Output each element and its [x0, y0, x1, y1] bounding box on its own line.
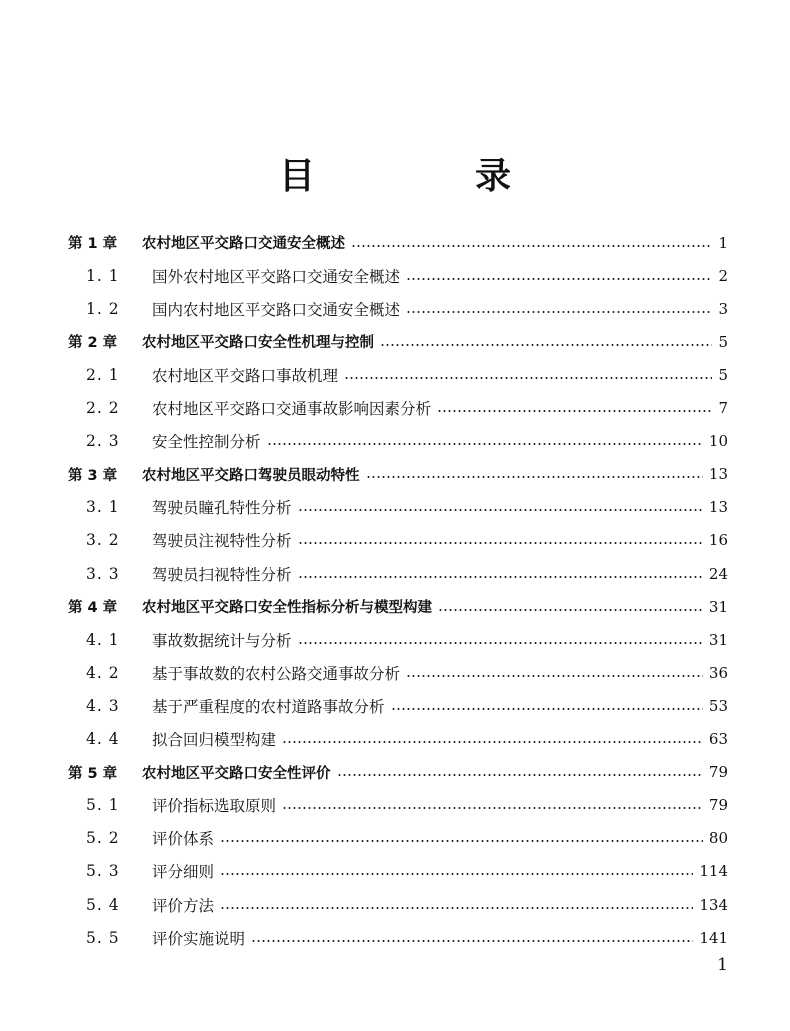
entry-number: 3. 3	[86, 564, 120, 583]
toc-section-entry	[68, 292, 728, 325]
entry-number: 3. 2	[86, 531, 120, 550]
page-number: 1	[717, 955, 728, 975]
toc-section-entry	[68, 392, 728, 425]
entry-page-number: 63	[708, 730, 728, 748]
entry-number: 2. 1	[86, 365, 120, 384]
toc-section-entry	[68, 623, 728, 656]
entry-title: 国外农村地区平交路口交通安全概述	[152, 267, 401, 286]
dot-leader	[220, 873, 693, 875]
entry-number: 4. 1	[86, 630, 120, 649]
dot-leader	[366, 476, 703, 478]
entry-title: 农村地区平交路口交通事故影响因素分析	[152, 400, 432, 418]
toc-section-entry	[68, 855, 728, 888]
dot-leader	[267, 443, 703, 445]
entry-page-number: 79	[708, 796, 728, 815]
entry-number: 2. 2	[86, 399, 120, 417]
entry-title: 评价指标选取原则	[152, 797, 277, 816]
toc-chapter-entry	[68, 756, 728, 789]
entry-page-number: 7	[718, 399, 728, 417]
entry-page-number: 5	[718, 332, 728, 351]
entry-page-number: 80	[708, 829, 728, 848]
toc-section-entry	[68, 888, 728, 921]
entry-page-number: 141	[699, 928, 728, 947]
entry-title: 安全性控制分析	[152, 433, 261, 452]
entry-title: 事故数据统计与分析	[152, 631, 292, 650]
dot-leader	[406, 311, 712, 313]
toc-section-entry	[68, 259, 728, 292]
entry-title: 基于事故数的农村公路交通事故分析	[152, 664, 401, 683]
toc-chapter-entry	[68, 590, 728, 623]
entry-number: 5. 4	[86, 895, 120, 914]
entry-number: 5. 1	[86, 796, 120, 815]
dot-leader	[337, 774, 703, 776]
entry-page-number: 16	[708, 531, 728, 550]
entry-number: 第 4 章	[68, 600, 118, 617]
entry-title: 驾驶员扫视特性分析	[152, 565, 292, 584]
entry-title: 拟合回归模型构建	[152, 731, 277, 749]
toc-section-entry	[68, 822, 728, 855]
entry-number: 第 2 章	[68, 335, 118, 352]
entry-number: 5. 2	[86, 829, 120, 848]
toc-section-entry	[68, 723, 728, 756]
dot-leader	[344, 377, 712, 379]
dot-leader	[220, 840, 703, 842]
toc-section-entry	[68, 689, 728, 722]
dot-leader	[298, 576, 703, 578]
toc-chapter-entry	[68, 458, 728, 491]
dot-leader	[298, 642, 703, 644]
entry-title: 评分细则	[152, 863, 215, 882]
entry-number: 1. 1	[86, 266, 120, 285]
entry-title: 农村地区平交路口驾驶员眼动特性	[142, 467, 360, 484]
dot-leader	[351, 245, 712, 247]
entry-number: 第 3 章	[68, 467, 118, 484]
dot-leader	[391, 708, 703, 710]
entry-page-number: 24	[708, 564, 728, 583]
entry-number: 4. 2	[86, 663, 120, 682]
entry-title: 评价实施说明	[152, 929, 246, 948]
toc-section-entry	[68, 557, 728, 590]
toc-chapter-entry	[68, 325, 728, 358]
entry-number: 第 1 章	[68, 236, 118, 252]
toc-section-entry	[68, 524, 728, 557]
dot-leader	[298, 509, 703, 511]
entry-title: 国内农村地区平交路口交通安全概述	[152, 300, 401, 319]
entry-title: 农村地区平交路口安全性指标分析与模型构建	[142, 600, 432, 617]
entry-title: 基于严重程度的农村道路事故分析	[152, 697, 385, 716]
toc-section-entry	[68, 656, 728, 689]
entry-number: 5. 3	[86, 862, 120, 881]
entry-page-number: 2	[718, 266, 728, 285]
entry-number: 3. 1	[86, 498, 120, 517]
dot-leader	[251, 940, 693, 942]
entry-number: 5. 5	[86, 928, 120, 947]
entry-title: 评价方法	[152, 896, 215, 915]
entry-page-number: 79	[708, 763, 728, 782]
toc-chapter-entry	[68, 226, 728, 259]
toc-section-entry	[68, 358, 728, 391]
dot-leader	[380, 344, 712, 346]
dot-leader	[438, 609, 703, 611]
toc-section-entry	[68, 789, 728, 822]
entry-page-number: 13	[708, 498, 728, 517]
entry-page-number: 10	[708, 432, 728, 451]
entry-title: 农村地区平交路口安全性评价	[142, 765, 331, 782]
dot-leader	[282, 741, 703, 743]
entry-number: 4. 3	[86, 696, 120, 715]
toc-section-entry	[68, 921, 728, 954]
entry-page-number: 5	[718, 365, 728, 384]
toc-section-entry	[68, 491, 728, 524]
dot-leader	[298, 542, 703, 544]
entry-page-number: 13	[708, 465, 728, 484]
dot-leader	[220, 907, 693, 909]
entry-page-number: 134	[699, 895, 728, 914]
entry-title: 农村地区平交路口事故机理	[152, 366, 339, 385]
entry-title: 农村地区平交路口安全性机理与控制	[142, 335, 374, 352]
entry-title: 驾驶员瞳孔特性分析	[152, 499, 292, 518]
entry-page-number: 31	[708, 597, 728, 616]
entry-number: 第 5 章	[68, 765, 118, 782]
entry-page-number: 31	[708, 630, 728, 649]
entry-title: 评价体系	[152, 830, 215, 849]
entry-number: 2. 3	[86, 432, 120, 451]
entry-number: 4. 4	[86, 730, 120, 748]
entry-page-number: 53	[708, 696, 728, 715]
page-title: 目 录	[278, 156, 573, 197]
entry-number: 1. 2	[86, 299, 120, 318]
entry-page-number: 114	[699, 862, 728, 881]
entry-page-number: 36	[708, 663, 728, 682]
dot-leader	[282, 807, 703, 809]
dot-leader	[406, 675, 703, 677]
entry-title: 农村地区平交路口交通安全概述	[142, 236, 345, 252]
entry-title: 驾驶员注视特性分析	[152, 532, 292, 551]
dot-leader	[437, 410, 712, 412]
entry-page-number: 3	[718, 299, 728, 318]
entry-page-number: 1	[718, 233, 728, 252]
dot-leader	[406, 278, 712, 280]
toc-section-entry	[68, 425, 728, 458]
